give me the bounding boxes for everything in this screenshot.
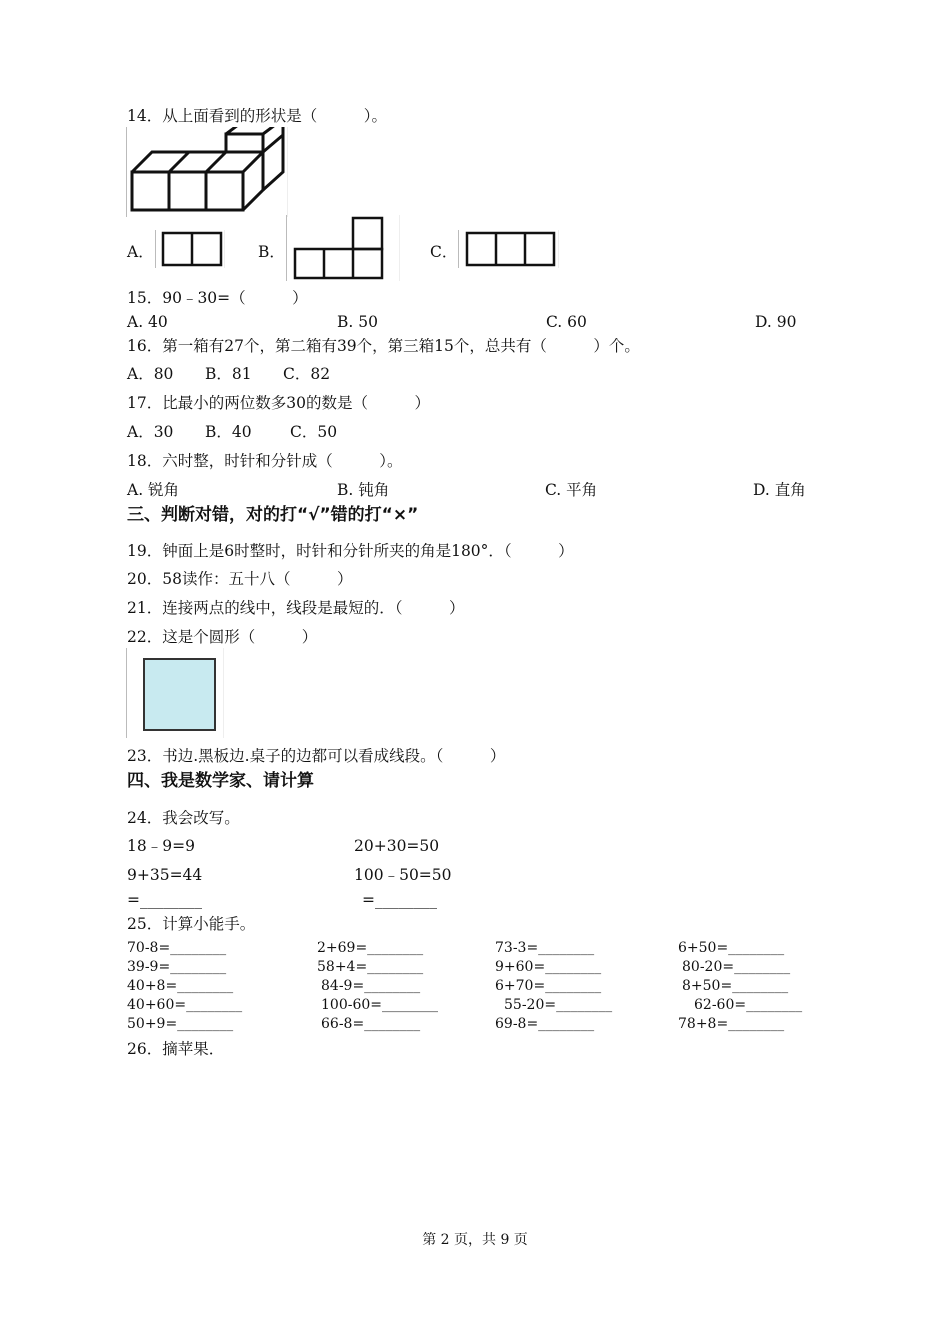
q18-option-b[interactable]: B. 钝角 — [337, 481, 390, 499]
q25-item[interactable]: 6+70=________ — [495, 978, 602, 994]
q14-option-c-figure[interactable] — [458, 230, 559, 268]
q17-option-b[interactable]: B．40 — [205, 423, 252, 441]
q16-option-c[interactable]: C．82 — [283, 365, 331, 383]
q24-eq-2: 20+30=50 — [354, 837, 440, 855]
q18-option-a[interactable]: A. 锐角 — [127, 481, 180, 499]
q25-item[interactable]: 6+50=________ — [678, 940, 785, 956]
q14-question: 14．从上面看到的形状是（ ）。 — [127, 107, 387, 125]
q25-item[interactable]: 39-9=________ — [127, 959, 227, 975]
q25-item[interactable]: 80-20=________ — [682, 959, 791, 975]
q14-option-b-label[interactable]: B． — [258, 243, 285, 261]
q17-option-c[interactable]: C．50 — [290, 423, 338, 441]
q18-question: 18．六时整，时针和分针成（ ）。 — [127, 452, 403, 470]
q22-text: 22．这是个圆形（ ） — [127, 628, 318, 646]
q14-option-c-label[interactable]: C． — [430, 243, 458, 261]
q25-item[interactable]: 84-9=________ — [321, 978, 421, 994]
q25-item[interactable]: 55-20=________ — [504, 997, 613, 1013]
section-4-heading: 四、我是数学家、请计算 — [127, 771, 314, 791]
q17-question: 17．比最小的两位数多30的数是（ ） — [127, 394, 430, 412]
q26-title: 26．摘苹果． — [127, 1040, 225, 1058]
q25-item[interactable]: 66-8=________ — [321, 1016, 421, 1032]
q25-item[interactable]: 2+69=________ — [317, 940, 424, 956]
q15-option-c[interactable]: C. 60 — [546, 313, 587, 331]
q24-eq-4: 100﹣50=50 — [354, 866, 452, 884]
q25-item[interactable]: 40+60=________ — [127, 997, 243, 1013]
q25-item[interactable]: 40+8=________ — [127, 978, 234, 994]
q14-cube-figure — [126, 127, 288, 217]
q19-text: 19．钟面上是6时整时，时针和分针所夹的角是180°．（ ） — [127, 542, 574, 560]
q20-text: 20．58读作：五十八（ ） — [127, 570, 353, 588]
page-footer: 第 2 页，共 9 页 — [422, 1232, 528, 1248]
q16-option-b[interactable]: B．81 — [205, 365, 252, 383]
q24-title: 24．我会改写。 — [127, 809, 240, 827]
q15-option-d[interactable]: D. 90 — [755, 313, 797, 331]
q22-square-figure — [126, 648, 224, 738]
q16-option-a[interactable]: A．80 — [127, 365, 174, 383]
q17-option-a[interactable]: A．30 — [127, 423, 174, 441]
q25-item[interactable]: 100-60=________ — [321, 997, 438, 1013]
q25-item[interactable]: 78+8=________ — [678, 1016, 785, 1032]
q25-item[interactable]: 58+4=________ — [317, 959, 424, 975]
section-3-heading: 三、判断对错，对的打“√”错的打“×” — [127, 505, 419, 525]
q24-answer-2[interactable]: =________ — [362, 891, 437, 909]
q16-question: 16．第一箱有27个，第二箱有39个，第三箱15个，总共有（ ）个。 — [127, 337, 640, 355]
q25-item[interactable]: 9+60=________ — [495, 959, 602, 975]
q23-text: 23．书边.黑板边.桌子的边都可以看成线段。（ ） — [127, 747, 506, 765]
q24-eq-3: 9+35=44 — [127, 866, 203, 884]
q24-eq-1: 18﹣9=9 — [127, 837, 195, 855]
q25-item[interactable]: 70-8=________ — [127, 940, 227, 956]
q25-title: 25．计算小能手。 — [127, 915, 256, 933]
q25-item[interactable]: 69-8=________ — [495, 1016, 595, 1032]
q14-option-b-figure[interactable] — [286, 215, 400, 281]
q18-option-c[interactable]: C. 平角 — [545, 481, 598, 499]
q25-item[interactable]: 62-60=________ — [694, 997, 803, 1013]
q18-option-d[interactable]: D. 直角 — [753, 481, 806, 499]
q15-option-a[interactable]: A. 40 — [127, 313, 168, 331]
q21-text: 21．连接两点的线中，线段是最短的．（ ） — [127, 599, 465, 617]
q25-item[interactable]: 73-3=________ — [495, 940, 595, 956]
q15-option-b[interactable]: B. 50 — [337, 313, 378, 331]
q14-option-a-label[interactable]: A． — [127, 243, 154, 261]
q14-option-a-figure[interactable] — [155, 230, 225, 268]
q15-question: 15．90﹣30=（ ） — [127, 289, 308, 307]
q24-answer-1[interactable]: =________ — [127, 891, 202, 909]
q25-item[interactable]: 8+50=________ — [682, 978, 789, 994]
q25-item[interactable]: 50+9=________ — [127, 1016, 234, 1032]
